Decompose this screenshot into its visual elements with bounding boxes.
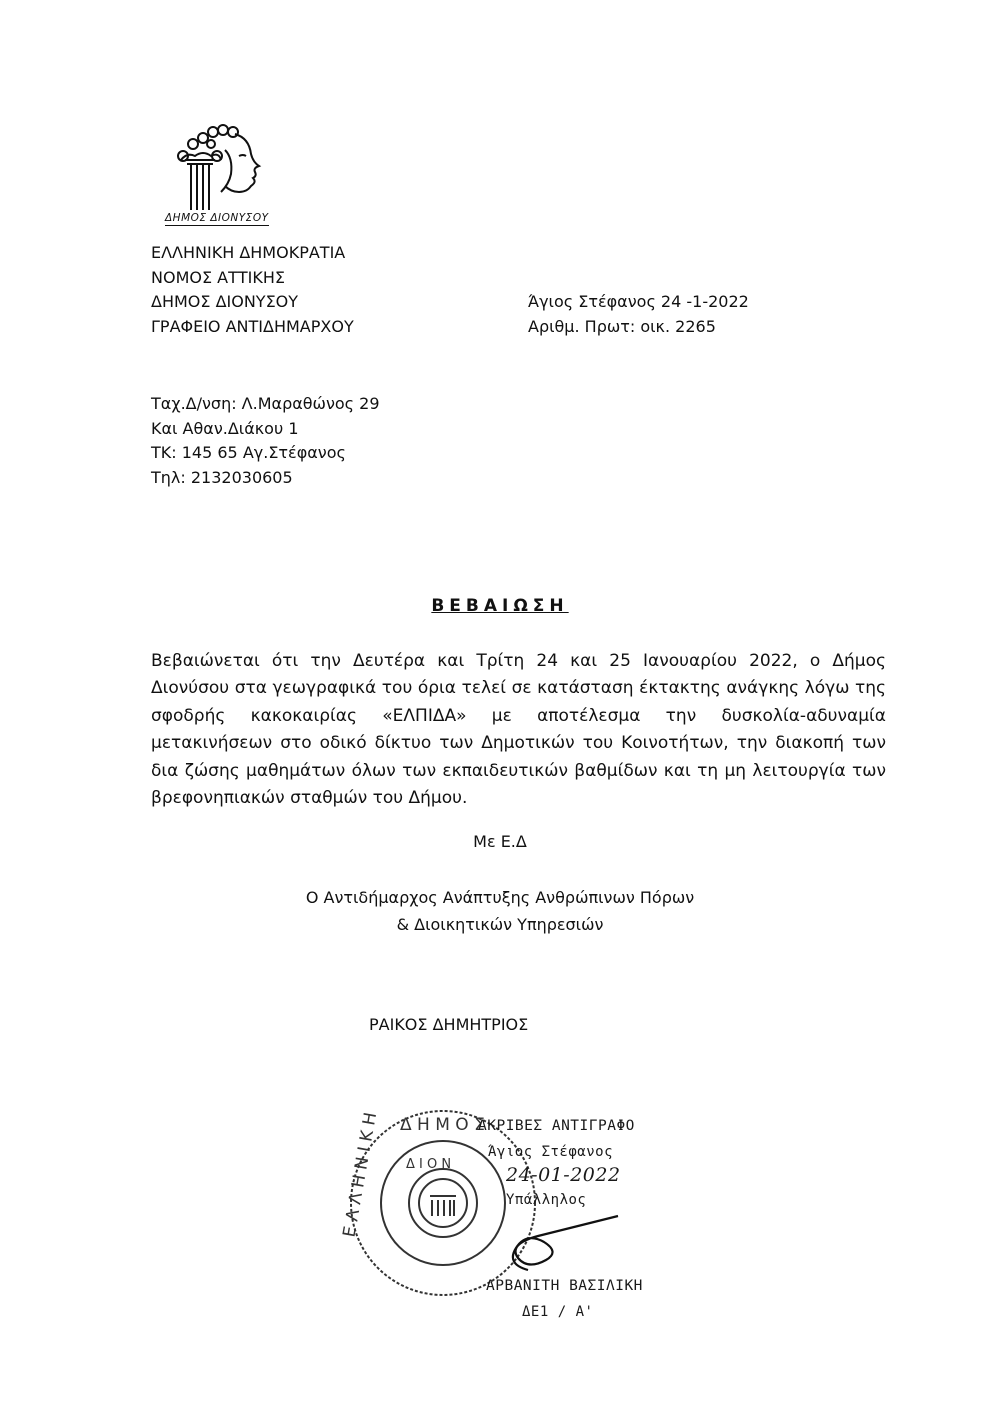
header-line: ΝΟΜΟΣ ΑΤΤΙΚΗΣ xyxy=(151,267,285,287)
signatory-name: ΡΑΙΚΟΣ ΔΗΜΗΤΡΙΟΣ xyxy=(369,1015,529,1034)
logo-caption: ΔΗΜΟΣ ΔΙΟΝΥΣΟΥ xyxy=(165,212,269,224)
svg-text:Δ Ι Ο Ν: Δ Ι Ο Ν xyxy=(406,1157,452,1172)
address-line: ΤΚ: 145 65 Αγ.Στέφανος xyxy=(151,443,346,462)
signature-icon xyxy=(468,1208,628,1278)
svg-text:Ε Λ Λ Η Ν Ι Κ Η: Ε Λ Λ Η Ν Ι Κ Η xyxy=(339,1110,382,1239)
address-line: Ταχ.Δ/νση: Λ.Μαραθώνος 29 xyxy=(151,394,380,413)
address-line: Και Αθαν.Διάκου 1 xyxy=(151,418,299,438)
protocol-number: Αριθμ. Πρωτ: οικ. 2265 xyxy=(528,316,716,336)
title-text: ΒΕΒΑΙΩΣΗ xyxy=(431,596,569,616)
address-line: Τηλ: 2132030605 xyxy=(151,467,293,487)
role-line: Ο Αντιδήμαρχος Ανάπτυξης Ανθρώπινων Πόρων xyxy=(305,888,695,907)
date-protocol-block xyxy=(528,290,749,339)
copy-place: Άγιος Στέφανος xyxy=(488,1144,614,1160)
place-date: Άγιος Στέφανος 24 -1-2022 xyxy=(528,292,749,311)
header-line: ΔΗΜΟΣ ΔΙΟΝΥΣΟΥ xyxy=(151,292,299,311)
certification-body xyxy=(151,648,886,812)
municipality-logo xyxy=(163,120,293,230)
copy-date: 24-01-2022 xyxy=(506,1164,621,1186)
copy-grade: ΔΕ1 / Α' xyxy=(522,1304,594,1320)
copy-role: Υπάλληλος xyxy=(506,1192,587,1208)
copy-name: ΑΡΒΑΝΙΤΗ ΒΑΣΙΛΙΚΗ xyxy=(486,1278,643,1294)
header-line: ΕΛΛΗΝΙΚΗ ΔΗΜΟΚΡΑΤΙΑ xyxy=(151,243,346,262)
document-title xyxy=(0,596,1000,616)
body-paragraph: Βεβαιώνεται ότι την Δευτέρα και Τρίτη 24 και 25 Ιανουαρίου 2022, ο Δήμος Διονύσου στα γεωγραφικά του όρια τελεί σε κατάσταση έκτακτης ανάγκης λόγω της σφοδρής κακοκαιρίας «ΕΛΠΙΔΑ» με αποτέλεσμα την δυσκολία-αδυναμία μετακινήσεων στο οδικό δίκτυο των Δημοτικών του Κοινοτήτων, την διακοπή των δια ζώσης μαθημάτων όλων των εκπαιδευτικών βαθμίδων και τη μη λειτουργία των βρεφονηπιακών σταθμών του Δήμου. xyxy=(151,651,886,809)
certified-copy-stamp xyxy=(338,1108,668,1333)
issuer-header xyxy=(151,241,354,339)
closing-line: Με Ε.Δ xyxy=(473,832,527,851)
dionysus-head-icon xyxy=(163,120,293,212)
signatory-role xyxy=(0,884,1000,938)
role-line: & Διοικητικών Υπηρεσιών xyxy=(396,915,604,934)
address-block xyxy=(151,392,380,490)
copy-heading: ΑΚΡΙΒΕΣ ΑΝΤΙΓΡΑΦΟ xyxy=(478,1118,635,1134)
svg-text:Δ Η Μ Ο Σ: Δ Η Μ Ο Σ xyxy=(400,1115,485,1135)
header-line: ΓΡΑΦΕΙΟ ΑΝΤΙΔΗΜΑΡΧΟΥ xyxy=(151,316,354,336)
